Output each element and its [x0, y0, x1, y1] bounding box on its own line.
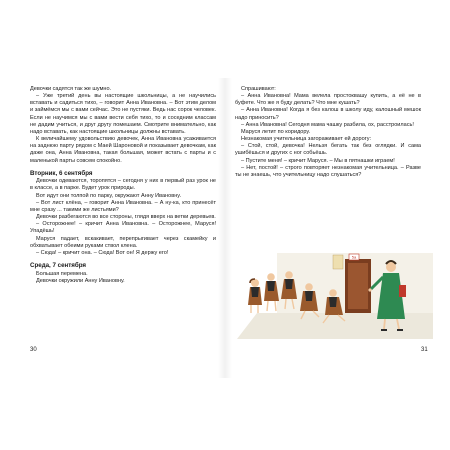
paragraph: К величайшему удовольствию девочек, Анна Ивановна усаживается на заднюю парту рядом с Маей Шароновой и показывает девочкам, как даже она, Анна Ивановна, такая большая, может встать с парты и с маленькой парты совсем спокойно.: [30, 136, 216, 164]
girl-figure: [248, 279, 262, 313]
door-sign-label: 5а: [351, 254, 357, 260]
page-number: 31: [421, 347, 428, 353]
paragraph: – Нет, постой! – строго повторяет незнакомая учительница. – Разве ты не знаешь, что учительницу надо слушаться?: [235, 164, 421, 178]
paragraph: – Стой, стой, девочка! Нельзя бегать так без оглядки. И сама ушибёшься и других с ног собьёшь.: [235, 143, 421, 157]
right-text-column: [235, 86, 421, 179]
paragraph: – Сюда! – кричит она. – Сюда! Вот он! Я держу его!: [36, 249, 169, 256]
corridor-illustration: [237, 253, 433, 339]
paragraph: – Анна Ивановна! Когда я без калош в школу иду, калошный мешок надо приносить?: [235, 107, 421, 121]
section-heading: Среда, 7 сентября: [30, 262, 87, 270]
paragraph: – Пустите меня! – кричит Маруся. – Мы в пятнашки играем!: [241, 157, 395, 164]
paragraph: Большая перемена.: [36, 270, 88, 277]
paragraph: – Анна Ивановна! Мама велела простоквашу купить, а её не в буфете. Что же я буду делать? Что мне кушать?: [235, 93, 421, 107]
section-heading: Вторник, 6 сентября: [30, 169, 93, 177]
door-panel: [348, 263, 368, 309]
paragraph: – Уже третий день вы настоящие школьницы, а не научились вставать и садиться тихо, – говорит Анна Ивановна. – Вот этим делом и займёмся мы с вами сейчас. Это не пустяки. Ведь нас сорок человек. Если не научимся мы с вами вести себя тихо, то и соседним классам не дадим учиться, и друг другу помешаем. Смотрите внимательно, как надо вставать, как настоящие школьницы должны вставать.: [30, 93, 216, 135]
paragraph: Девочки садятся так же шумно.: [30, 86, 112, 92]
paragraph: – Осторожнее! – кричит Анна Ивановна. – Осторожнее, Маруся! Упадёшь!: [30, 221, 216, 235]
wall-poster: [333, 255, 343, 269]
right-page: [225, 0, 450, 450]
paragraph: – Вот лист клёна, – говорит Анна Ивановна. – А ну-ка, кто принесёт мне сразу ... такими же листьями?: [30, 199, 216, 213]
paragraph: – Анна Ивановна! Сегодня мама чашку разбила, ох, расстроилась!: [241, 121, 414, 128]
paragraph: Маруся летит по коридору.: [241, 128, 311, 135]
paragraph: Девочки разбегаются во все стороны, глядя вверх на ветки деревьев.: [36, 214, 216, 221]
paragraph: Незнакомая учительница загораживает ей дорогу:: [241, 136, 372, 143]
paragraph: Девочки окружили Анну Ивановну.: [36, 277, 125, 284]
paragraph: Маруся падает, вскакивает, перепрыгивает через скамейку и обхватывает обеими руками ствол клена.: [30, 235, 216, 249]
paragraph: Вот идут они толпой по парку, окружают Анну Ивановну.: [36, 192, 182, 199]
paragraph: Девочки одеваются, торопятся – сегодня у них в первый раз урок не в классе, а в парке. Будет урок природы.: [30, 178, 216, 192]
left-text-column: [30, 86, 216, 285]
girl-figure: [264, 273, 279, 311]
notebook: [399, 285, 406, 297]
paragraph: Спрашивают:: [241, 86, 276, 92]
page-number: 30: [30, 347, 37, 353]
